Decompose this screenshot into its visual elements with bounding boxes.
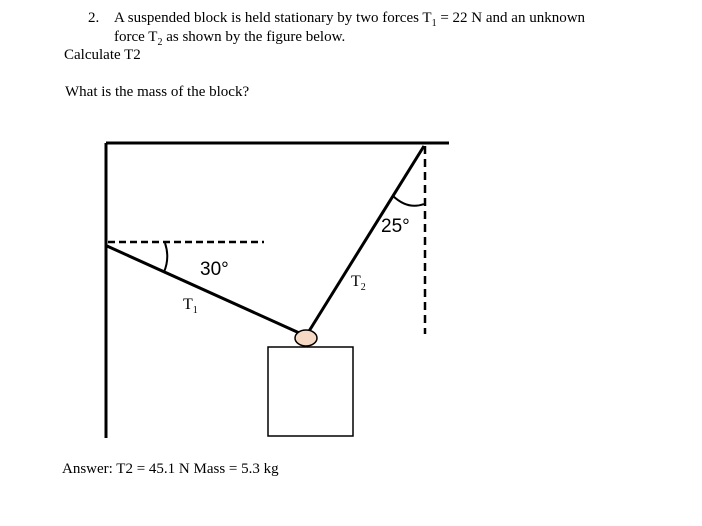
knot [295, 330, 317, 346]
answer-text: Answer: T2 = 45.1 N Mass = 5.3 kg [62, 461, 279, 477]
question-line-1-text-a: A suspended block is held stationary by two forces T [114, 10, 432, 26]
angle-arc-25 [393, 196, 424, 206]
angle-label-25: 25° [381, 216, 410, 237]
t1-label-letter: T [183, 296, 193, 313]
angle-arc-30 [164, 243, 167, 272]
t2-label [351, 273, 366, 293]
question-line-2-text-a: force T [114, 29, 158, 45]
t1-label-sub: 1 [192, 305, 198, 316]
question-line-2-text-b: as shown by the figure below. [162, 29, 346, 45]
t2-subscript: 2 [157, 37, 163, 48]
rope-t2 [306, 146, 424, 336]
question-line-1-text-b: = 22 N and an unknown [436, 10, 586, 26]
block [268, 347, 353, 436]
t1-subscript: 1 [431, 18, 437, 29]
t2-label-sub: 2 [360, 282, 366, 293]
question-number: 2. [88, 10, 100, 26]
t1-label [183, 296, 198, 316]
angle-label-30: 30° [200, 259, 229, 280]
t2-label-letter: T [351, 273, 361, 290]
calculate-instruction: Calculate T2 [64, 47, 141, 63]
mass-question: What is the mass of the block? [65, 84, 250, 100]
